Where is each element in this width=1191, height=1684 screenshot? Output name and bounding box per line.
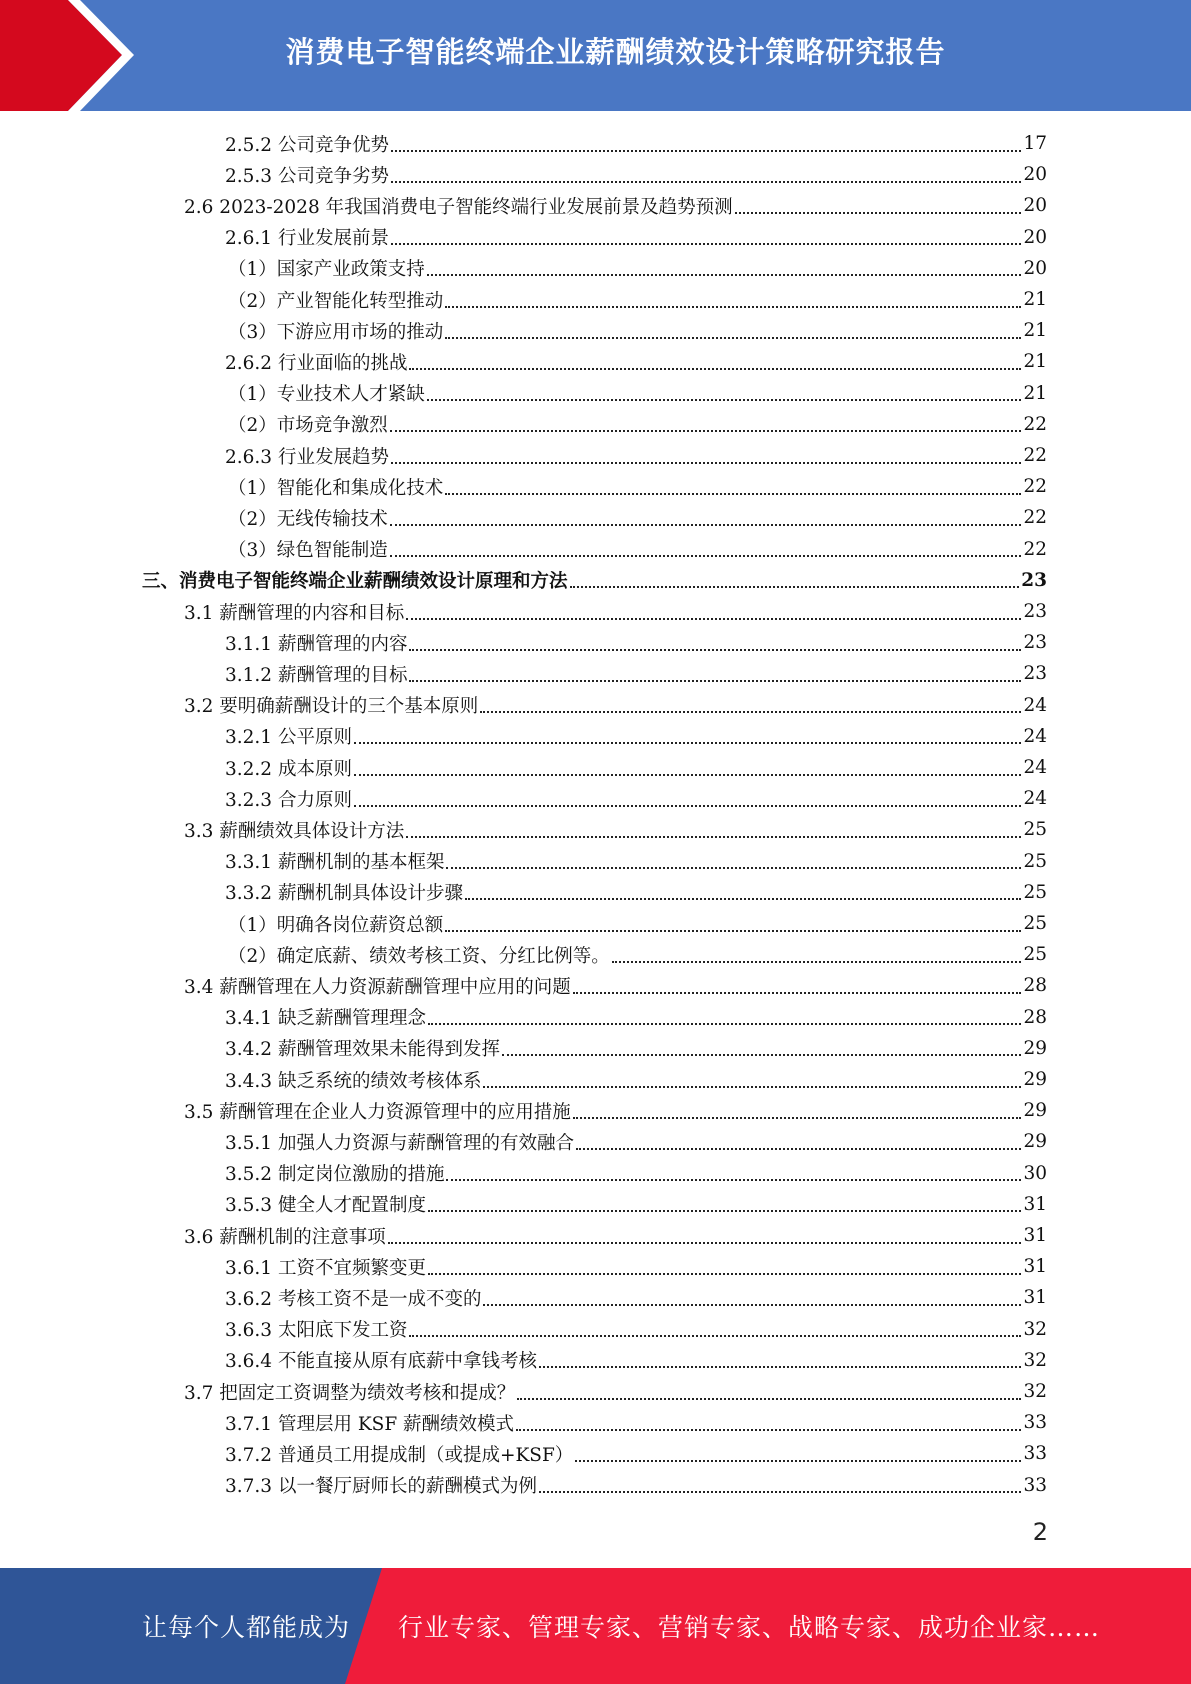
toc-entry-label: （1）明确各岗位薪资总额 <box>228 914 444 936</box>
toc-dot-leader <box>570 586 1020 588</box>
toc-entry-page: 32 <box>1023 1349 1047 1371</box>
toc-entry-label: 2.6.3 行业发展趋势 <box>225 446 389 468</box>
toc-entry-label: 2.6 2023-2028 年我国消费电子智能终端行业发展前景及趋势预测 <box>184 196 733 218</box>
toc-entry-page: 17 <box>1023 133 1047 154</box>
toc-entry-label: 2.5.3 公司竞争劣势 <box>225 165 389 187</box>
toc-dot-leader <box>354 774 1022 776</box>
toc-entry-page: 24 <box>1023 788 1047 810</box>
toc-entry-label: 3.1.2 薪酬管理的目标 <box>225 664 408 686</box>
toc-entry-page: 33 <box>1023 1443 1047 1465</box>
toc-dot-leader <box>483 1304 1021 1306</box>
toc-dot-leader <box>409 680 1021 682</box>
toc-entry-label: 2.6.2 行业面临的挑战 <box>225 352 408 374</box>
toc-entry[interactable] <box>225 783 1047 814</box>
toc-entry-label: （1）国家产业政策支持 <box>228 259 425 281</box>
toc-entry[interactable] <box>225 440 1047 471</box>
toc-entry[interactable] <box>142 565 1047 596</box>
toc-entry-label: 3.4.2 薪酬管理效果未能得到发挥 <box>225 1039 500 1061</box>
toc-entry-label: （1）专业技术人才紧缺 <box>228 384 425 406</box>
toc-dot-leader <box>388 1242 1022 1244</box>
toc-entry-page: 25 <box>1023 881 1047 903</box>
toc-entry-label: 2.6.1 行业发展前景 <box>225 228 389 250</box>
footer-slogan-left: 让每个人都能成为 <box>142 1613 351 1642</box>
toc-entry-page: 21 <box>1023 351 1047 373</box>
toc-dot-leader <box>517 1398 1021 1400</box>
toc-entry-page: 30 <box>1023 1162 1047 1184</box>
toc-entry-label: 3.6.3 太阳底下发工资 <box>225 1320 408 1342</box>
toc-entry-label: 3.1 薪酬管理的内容和目标 <box>184 602 405 624</box>
toc-entry-label: 3.2 要明确薪酬设计的三个基本原则 <box>184 696 479 718</box>
toc-entry-label: 3.6.4 不能直接从原有底薪中拿钱考核 <box>225 1351 537 1373</box>
toc-entry-page: 28 <box>1023 975 1047 997</box>
toc-entry[interactable] <box>225 222 1047 253</box>
toc-dot-leader <box>573 992 1022 994</box>
toc-entry-label: （3）下游应用市场的推动 <box>228 321 444 343</box>
toc-dot-leader <box>502 1054 1021 1056</box>
toc-entry[interactable] <box>184 814 1047 845</box>
toc-entry[interactable] <box>225 1314 1047 1345</box>
toc-dot-leader <box>445 306 1021 308</box>
toc-entry[interactable] <box>225 1126 1047 1157</box>
toc-entry-page: 29 <box>1023 1069 1047 1090</box>
toc-entry-label: 3.7.1 管理层用 KSF 薪酬绩效模式 <box>225 1413 515 1435</box>
toc-entry-label: （2）产业智能化转型推动 <box>228 290 444 312</box>
toc-dot-leader <box>428 1210 1021 1212</box>
toc-entry[interactable] <box>225 1002 1047 1033</box>
toc-entry[interactable] <box>228 908 1047 939</box>
toc-entry[interactable] <box>225 346 1047 377</box>
toc-entry-label: 3.6.1 工资不宜频繁变更 <box>225 1257 426 1279</box>
toc-entry[interactable] <box>225 1251 1047 1282</box>
report-title: 消费电子智能终端企业薪酬绩效设计策略研究报告 <box>285 34 946 69</box>
toc-entry[interactable] <box>228 284 1047 315</box>
toc-entry-page: 32 <box>1023 1318 1047 1340</box>
toc-entry[interactable] <box>225 752 1047 783</box>
toc-entry-page: 22 <box>1023 476 1047 498</box>
toc-entry-page: 21 <box>1023 382 1047 404</box>
toc-entry[interactable] <box>184 1376 1047 1407</box>
toc-entry-label: 3.5.2 制定岗位激励的措施 <box>225 1164 445 1186</box>
toc-entry[interactable] <box>228 315 1047 346</box>
toc-entry[interactable] <box>184 690 1047 721</box>
toc-dot-leader <box>390 524 1022 526</box>
toc-entry[interactable] <box>184 596 1047 627</box>
toc-dot-leader <box>446 1179 1021 1181</box>
toc-dot-leader <box>445 337 1021 339</box>
toc-dot-leader <box>465 898 1021 900</box>
toc-dot-leader <box>354 805 1022 807</box>
toc-entry-label: 3.4.3 缺乏系统的绩效考核体系 <box>225 1070 482 1092</box>
toc-dot-leader <box>612 961 1022 963</box>
toc-entry-label: 3.7.3 以一餐厅厨师长的薪酬模式为例 <box>225 1476 537 1498</box>
toc-entry[interactable] <box>228 939 1047 970</box>
toc-entry-label: （3）绿色智能制造 <box>228 540 388 562</box>
toc-dot-leader <box>480 711 1021 713</box>
toc-dot-leader <box>427 399 1022 401</box>
toc-entry-label: 3.7.2 普通员工用提成制（或提成+KSF） <box>225 1444 574 1466</box>
toc-entry[interactable] <box>228 502 1047 533</box>
toc-entry-label: （2）市场竞争激烈 <box>228 415 388 437</box>
toc-entry-page: 24 <box>1023 694 1047 716</box>
toc-entry-label: 3.5.1 加强人力资源与薪酬管理的有效融合 <box>225 1132 574 1154</box>
page-number: 2 <box>1032 1518 1048 1546</box>
toc-dot-leader <box>354 742 1022 744</box>
toc-entry-page: 23 <box>1023 601 1047 622</box>
toc-entry[interactable] <box>228 409 1047 440</box>
toc-entry[interactable] <box>228 471 1047 502</box>
toc-dot-leader <box>576 1148 1021 1150</box>
toc-entry-page: 28 <box>1023 1006 1047 1028</box>
toc-dot-leader <box>391 243 1021 245</box>
toc-entry[interactable] <box>228 253 1047 284</box>
toc-entry[interactable] <box>225 721 1047 752</box>
toc-entry[interactable] <box>225 1282 1047 1313</box>
toc-dot-leader <box>390 430 1022 432</box>
toc-dot-leader <box>573 1117 1022 1119</box>
toc-dot-leader <box>539 1366 1021 1368</box>
toc-entry-label: 3.3 薪酬绩效具体设计方法 <box>184 820 405 842</box>
toc-entry[interactable] <box>228 378 1047 409</box>
toc-entry-page: 25 <box>1023 850 1047 872</box>
toc-entry-label: 3.2.2 成本原则 <box>225 758 352 780</box>
toc-entry-page: 29 <box>1023 1100 1047 1122</box>
toc-entry-label: 3.7 把固定工资调整为绩效考核和提成？ <box>184 1382 516 1404</box>
toc-entry-page: 23 <box>1023 632 1047 654</box>
toc-dot-leader <box>575 1460 1021 1462</box>
toc-entry[interactable] <box>225 1189 1047 1220</box>
toc-entry-page: 31 <box>1023 1225 1047 1246</box>
toc-entry[interactable] <box>225 658 1047 689</box>
toc-dot-leader <box>735 212 1022 214</box>
toc-entry-label: 3.6.2 考核工资不是一成不变的 <box>225 1288 482 1310</box>
toc-entry[interactable] <box>184 1220 1047 1251</box>
toc-entry-label: 3.3.1 薪酬机制的基本框架 <box>225 852 445 874</box>
page-header <box>0 0 1191 111</box>
toc-entry-label: 3.5 薪酬管理在企业人力资源管理中的应用措施 <box>184 1101 571 1123</box>
toc-entry-label: 三、消费电子智能终端企业薪酬绩效设计原理和方法 <box>142 571 568 593</box>
toc-entry-page: 31 <box>1023 1287 1047 1309</box>
toc-dot-leader <box>390 555 1022 557</box>
toc-entry-page: 23 <box>1023 663 1047 685</box>
toc-entry[interactable] <box>184 1095 1047 1126</box>
toc-entry-page: 25 <box>1023 819 1047 841</box>
toc-dot-leader <box>446 867 1021 869</box>
toc-entry[interactable] <box>225 159 1047 190</box>
toc-entry-label: 3.4 薪酬管理在人力资源薪酬管理中应用的问题 <box>184 976 571 998</box>
toc-dot-leader <box>406 618 1021 620</box>
toc-entry[interactable] <box>225 1064 1047 1095</box>
toc-entry-page: 32 <box>1023 1381 1047 1402</box>
toc-entry[interactable] <box>225 1470 1047 1501</box>
toc-dot-leader <box>409 649 1021 651</box>
toc-dot-leader <box>445 493 1021 495</box>
toc-dot-leader <box>409 1335 1021 1337</box>
toc-entry[interactable] <box>225 128 1047 159</box>
toc-entry-label: 2.5.2 公司竞争优势 <box>225 134 389 156</box>
toc-dot-leader <box>445 930 1021 932</box>
toc-entry-page: 33 <box>1023 1474 1047 1496</box>
toc-entry[interactable] <box>184 970 1047 1001</box>
toc-dot-leader <box>516 1429 1021 1431</box>
footer-slogan-right: 行业专家、管理专家、营销专家、战略专家、成功企业家…… <box>398 1613 1101 1642</box>
toc-entry-page: 29 <box>1023 1131 1047 1153</box>
toc-dot-leader <box>391 181 1021 183</box>
toc-entry[interactable] <box>225 877 1047 908</box>
toc-entry-page: 31 <box>1023 1256 1047 1278</box>
toc-dot-leader <box>427 274 1022 276</box>
toc-entry[interactable] <box>225 627 1047 658</box>
toc-entry-page: 31 <box>1023 1193 1047 1215</box>
toc-entry-page: 20 <box>1023 164 1047 186</box>
toc-dot-leader <box>428 1273 1021 1275</box>
toc-entry[interactable] <box>225 1345 1047 1376</box>
toc-dot-leader <box>409 368 1021 370</box>
toc-entry[interactable] <box>225 1407 1047 1438</box>
toc-entry-page: 20 <box>1023 257 1047 279</box>
toc-entry-label: 3.2.3 合力原则 <box>225 789 352 811</box>
toc-entry-label: （2）确定底薪、绩效考核工资、分红比例等。 <box>228 945 610 967</box>
toc-entry-page: 20 <box>1023 195 1047 217</box>
toc-entry[interactable] <box>184 190 1047 221</box>
toc-entry-label: 3.3.2 薪酬机制具体设计步骤 <box>225 883 463 905</box>
toc-entry-label: （2）无线传输技术 <box>228 508 388 530</box>
toc-entry-page: 22 <box>1023 445 1047 466</box>
toc-entry[interactable] <box>225 846 1047 877</box>
toc-entry-label: 3.6 薪酬机制的注意事项 <box>184 1226 386 1248</box>
toc-entry-page: 22 <box>1023 538 1047 560</box>
toc-entry-page: 21 <box>1023 289 1047 310</box>
toc-entry-page: 22 <box>1023 507 1047 529</box>
toc-entry[interactable] <box>225 1033 1047 1064</box>
toc-entry-label: （1）智能化和集成化技术 <box>228 477 444 499</box>
page-footer <box>0 1568 1191 1684</box>
toc-entry-label: 3.4.1 缺乏薪酬管理理念 <box>225 1008 426 1030</box>
toc-entry-page: 23 <box>1021 569 1047 591</box>
toc-dot-leader <box>539 1491 1021 1493</box>
header-arrow-decoration <box>0 0 160 111</box>
toc-dot-leader <box>428 1023 1021 1025</box>
toc-entry[interactable] <box>225 1438 1047 1469</box>
toc-dot-leader <box>391 150 1021 152</box>
toc-dot-leader <box>483 1086 1021 1088</box>
toc-entry-page: 33 <box>1023 1412 1047 1434</box>
toc-dot-leader <box>406 836 1021 838</box>
toc-entry-page: 20 <box>1023 226 1047 248</box>
toc-dot-leader <box>391 462 1021 464</box>
toc-entry-page: 22 <box>1023 413 1047 435</box>
toc-entry-page: 29 <box>1023 1037 1047 1059</box>
toc-entry-page: 25 <box>1023 913 1047 934</box>
toc-entry-label: 3.2.1 公平原则 <box>225 727 352 749</box>
toc-entry[interactable] <box>225 1158 1047 1189</box>
toc-entry-page: 21 <box>1023 320 1047 342</box>
toc-entry-label: 3.5.3 健全人才配置制度 <box>225 1195 426 1217</box>
toc-entry-page: 25 <box>1023 944 1047 966</box>
toc-entry-page: 24 <box>1023 725 1047 747</box>
toc-entry-page: 24 <box>1023 757 1047 778</box>
toc-entry-label: 3.1.1 薪酬管理的内容 <box>225 633 408 655</box>
toc-entry[interactable] <box>228 534 1047 565</box>
